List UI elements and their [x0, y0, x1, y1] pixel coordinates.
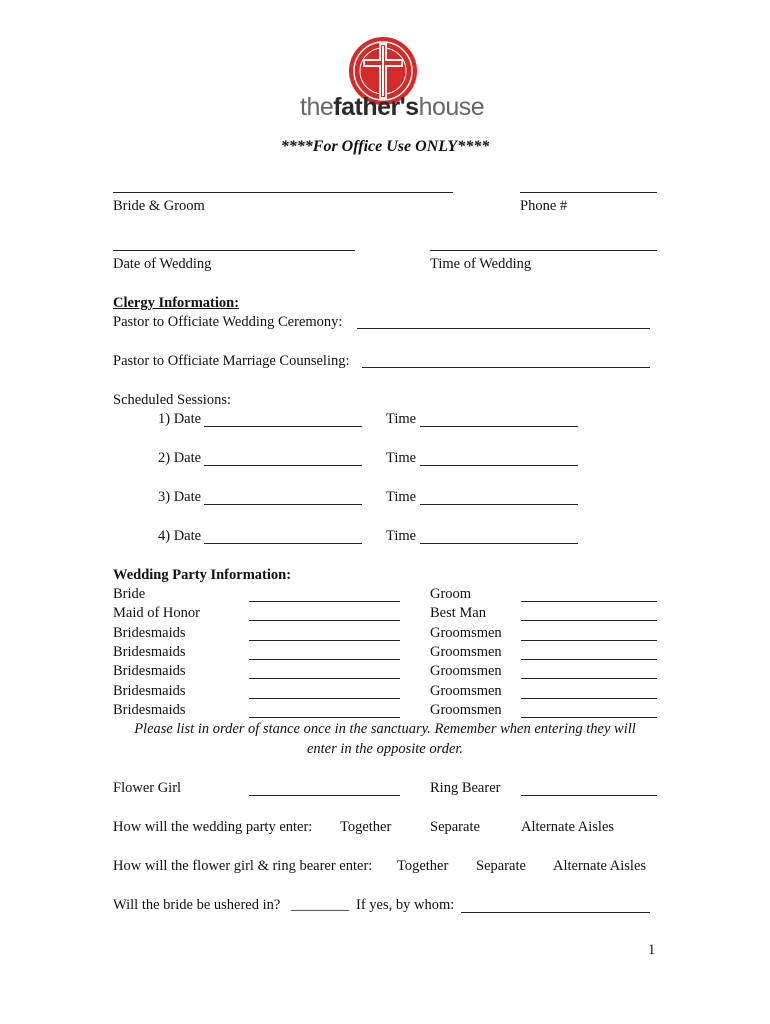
pastor-ceremony-line[interactable] — [357, 328, 650, 329]
party-right-line-3[interactable] — [521, 659, 657, 660]
logo-main: father's — [333, 93, 419, 121]
party-left-2: Bridesmaids — [113, 625, 186, 641]
party-left-line-2[interactable] — [249, 640, 400, 641]
wedding-time-line[interactable] — [430, 250, 657, 251]
party-right-line-5[interactable] — [521, 698, 657, 699]
party-left-line-6[interactable] — [249, 717, 400, 718]
pastor-ceremony-label: Pastor to Officiate Wedding Ceremony: — [113, 314, 343, 330]
flower-girl-label: Flower Girl — [113, 780, 182, 796]
party-note-line2: enter in the opposite order. — [306, 741, 464, 757]
party-right-line-4[interactable] — [521, 678, 657, 679]
fg-option-together[interactable]: Together — [397, 858, 449, 874]
bride-groom-label: Bride & Groom — [113, 198, 205, 214]
party-right-3: Groomsmen — [430, 644, 502, 660]
party-right-1: Best Man — [430, 605, 486, 621]
session-3-date-label: 3) Date — [158, 489, 202, 505]
session-2-time-label: Time — [386, 450, 417, 466]
session-4-time-line[interactable] — [420, 543, 578, 544]
party-right-line-6[interactable] — [521, 717, 657, 718]
party-left-1: Maid of Honor — [113, 605, 200, 621]
session-2-date-line[interactable] — [204, 465, 362, 466]
logo-prefix: the — [300, 93, 334, 121]
party-left-line-5[interactable] — [249, 698, 400, 699]
fg-enter-question: How will the flower girl & ring bearer enter: — [113, 858, 373, 874]
party-enter-question: How will the wedding party enter: — [113, 819, 313, 835]
clergy-heading: Clergy Information: — [113, 295, 240, 311]
office-use-header: ****For Office Use ONLY**** — [280, 138, 490, 155]
session-2-time-line[interactable] — [420, 465, 578, 466]
if-yes-label: If yes, by whom: — [356, 897, 455, 913]
wedding-date-line[interactable] — [113, 250, 355, 251]
fg-option-separate[interactable]: Separate — [476, 858, 526, 874]
party-right-4: Groomsmen — [430, 663, 502, 679]
party-option-separate[interactable]: Separate — [430, 819, 480, 835]
party-right-line-1[interactable] — [521, 620, 657, 621]
party-left-4: Bridesmaids — [113, 663, 186, 679]
session-3-time-line[interactable] — [420, 504, 578, 505]
session-1-time-line[interactable] — [420, 426, 578, 427]
ring-bearer-label: Ring Bearer — [430, 780, 501, 796]
party-right-line-2[interactable] — [521, 640, 657, 641]
party-left-6: Bridesmaids — [113, 702, 186, 718]
party-left-line-1[interactable] — [249, 620, 400, 621]
party-left-line-3[interactable] — [249, 659, 400, 660]
fg-option-alternate[interactable]: Alternate Aisles — [553, 858, 647, 874]
party-note-line1: Please list in order of stance once in the sanctuary. Remember when entering they will — [134, 721, 636, 737]
ring-bearer-line[interactable] — [521, 795, 657, 796]
party-right-0: Groom — [430, 586, 472, 602]
party-left-3: Bridesmaids — [113, 644, 186, 660]
party-right-2: Groomsmen — [430, 625, 502, 641]
session-3-date-line[interactable] — [204, 504, 362, 505]
wedding-time-label: Time of Wedding — [430, 256, 532, 272]
ushered-blank[interactable]: ________ — [291, 897, 349, 913]
party-heading: Wedding Party Information: — [113, 567, 292, 583]
flower-girl-line[interactable] — [249, 795, 400, 796]
session-4-date-line[interactable] — [204, 543, 362, 544]
session-2-date-label: 2) Date — [158, 450, 202, 466]
pastor-counseling-line[interactable] — [362, 367, 650, 368]
sessions-label: Scheduled Sessions: — [113, 392, 232, 408]
session-1-time-label: Time — [386, 411, 417, 427]
party-right-5: Groomsmen — [430, 683, 502, 699]
phone-label: Phone # — [520, 198, 568, 214]
session-1-date-line[interactable] — [204, 426, 362, 427]
ushered-by-line[interactable] — [461, 912, 650, 913]
session-1-date-label: 1) Date — [158, 411, 202, 427]
party-left-5: Bridesmaids — [113, 683, 186, 699]
session-3-time-label: Time — [386, 489, 417, 505]
party-right-line-0[interactable] — [521, 601, 657, 602]
pastor-counseling-label: Pastor to Officiate Marriage Counseling: — [113, 353, 350, 369]
wedding-date-label: Date of Wedding — [113, 256, 212, 272]
party-left-line-0[interactable] — [249, 601, 400, 602]
party-option-alternate[interactable]: Alternate Aisles — [521, 819, 615, 835]
session-4-date-label: 4) Date — [158, 528, 202, 544]
session-4-time-label: Time — [386, 528, 417, 544]
party-left-line-4[interactable] — [249, 678, 400, 679]
page-number: 1 — [648, 942, 656, 958]
bride-groom-line[interactable] — [113, 192, 453, 193]
ushered-question: Will the bride be ushered in? — [113, 897, 281, 913]
phone-line[interactable] — [520, 192, 657, 193]
party-right-6: Groomsmen — [430, 702, 502, 718]
logo-suffix: house — [418, 93, 485, 121]
party-left-0: Bride — [113, 586, 146, 602]
party-option-together[interactable]: Together — [340, 819, 392, 835]
logo-wordmark — [300, 93, 484, 121]
